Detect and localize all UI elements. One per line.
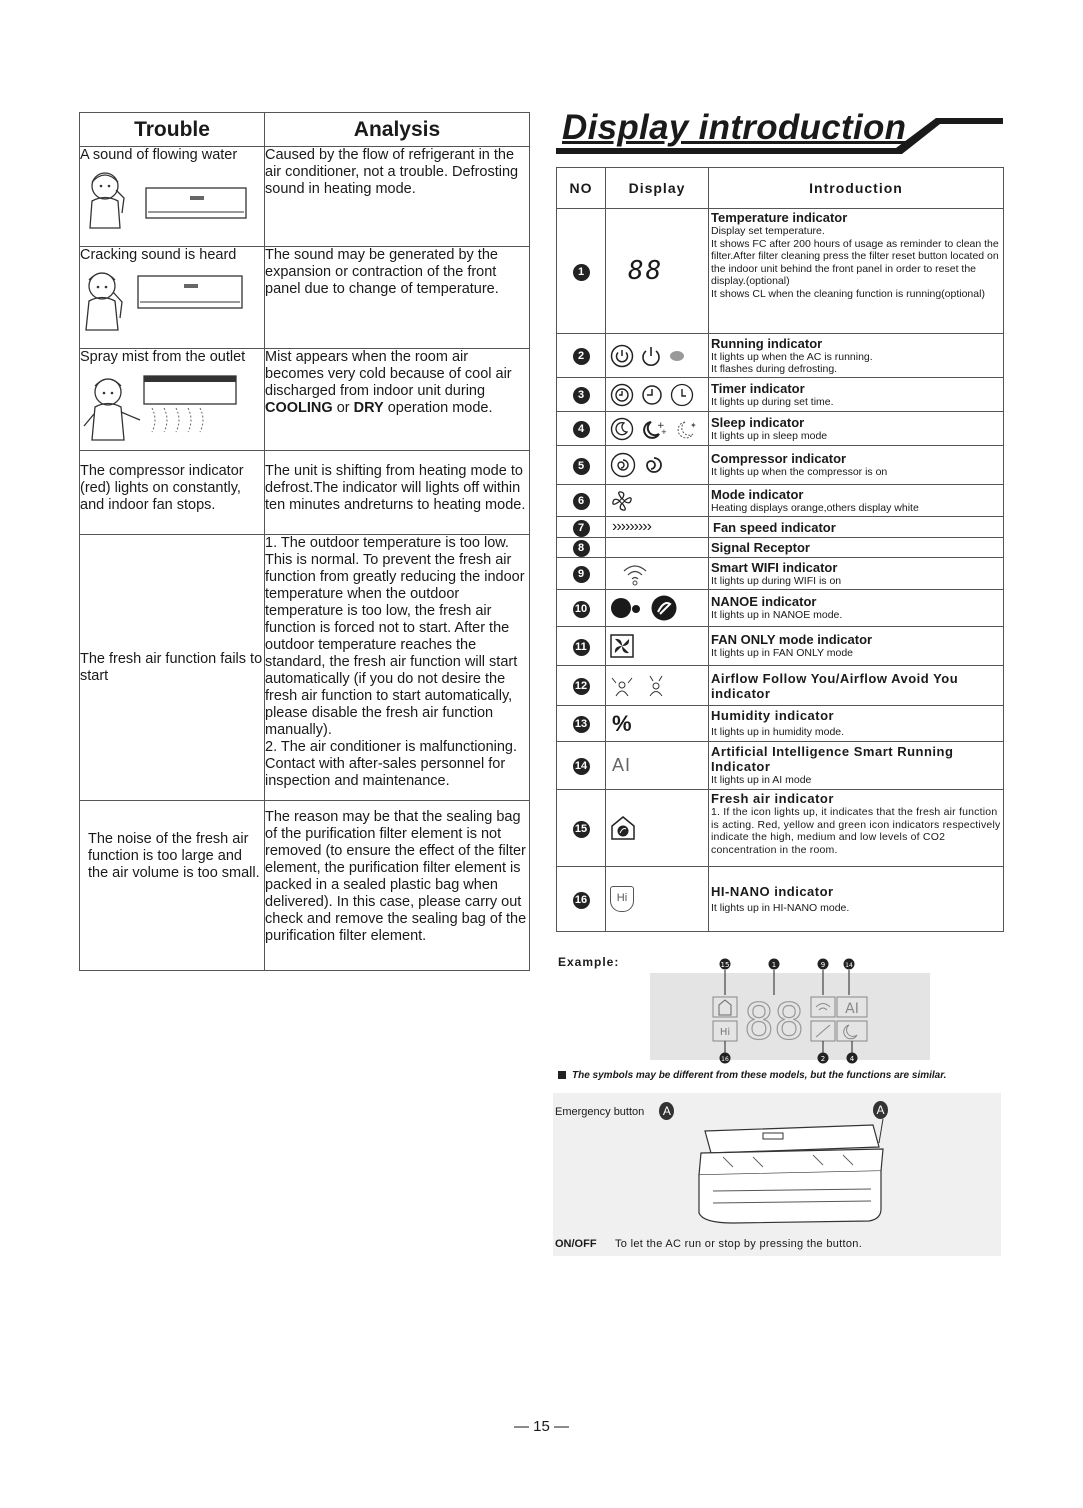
table-row [557,334,1004,378]
indoor-unit-open-panel-illustration [693,1113,893,1228]
table-row [557,790,1004,867]
row-number: 5 [573,458,590,475]
nanoe-dots-icon [610,595,644,621]
trouble-text: The compressor indicator (red) lights on constantly, and indoor fan stops. [80,451,265,535]
table-row [80,451,530,535]
table-row [557,706,1004,742]
compressor-circle-icon [610,452,636,478]
timer-icon [640,383,664,407]
indicator-title: HI-NANO indicator [711,883,834,899]
row-number: 10 [573,601,590,618]
wifi-icon [622,562,648,586]
example-label: Example: [558,955,620,969]
callout-top-15 [720,959,731,996]
power-icon [640,344,662,368]
callout-bottom-2 [818,1041,829,1064]
led-dot-icon [668,349,686,363]
onoff-description: To let the AC run or stop by pressing the button. [615,1238,863,1250]
svg-text:1: 1 [771,961,777,969]
row-number: 8 [573,540,590,557]
svg-text:AI: AI [845,1001,859,1017]
fan-speed-chevrons-icon: ››››››››› [612,518,651,535]
indicator-desc: It lights up in sleep mode [711,429,828,442]
sleep-moon-icon [640,417,668,441]
indicator-title: Running indicator [711,335,823,351]
analysis-text: operation mode. [383,400,493,416]
indicator-desc: It lights up during WIFI is on [711,574,842,587]
example-display-diagram [650,955,940,1067]
ai-icon: AI [612,755,632,775]
person-ac-illustration [80,168,250,234]
note-bullet-icon [558,1071,566,1079]
timer-circle-icon [610,383,634,407]
airflow-follow-icon [610,674,634,698]
table-row [557,627,1004,666]
hi-nano-icon: Hi [610,886,634,912]
callout-top-14 [844,959,855,996]
svg-text:2: 2 [820,1055,826,1063]
compressor-icon [642,453,666,477]
row-number: 12 [573,678,590,695]
row-number: 16 [573,892,590,909]
indicator-title: NANOE indicator [711,594,817,610]
indicator-title: Smart WIFI indicator [711,559,838,575]
sleep-icon [837,1021,867,1041]
row-number: 13 [573,716,590,733]
indicator-title: Temperature indicator [711,210,848,225]
sleep-circle-icon [610,417,634,441]
table-row [80,247,530,349]
table-row [557,742,1004,790]
page-title: Display introduction [562,108,907,147]
analysis-text: The reason may be that the sealing bag of the purification filter element is not removed (to ensure the effect of the filter element, the purification filter element is packed in a sealed plastic bag when delivered). In this case, please carry out check and remove the sealing bag of the purification filter element. [265,801,530,971]
table-row [557,378,1004,412]
table-row [557,412,1004,446]
table-row [557,517,1004,538]
temperature-digits-icon: 88 [628,256,664,286]
trouble-header-row [80,113,530,147]
svg-text:✦: ✦ [690,420,697,430]
wifi-icon [811,997,835,1017]
trouble-text: The noise of the fresh air function is too large and the air volume is too small. [80,801,265,971]
fan-only-icon [610,634,634,658]
svg-text:+: + [661,427,667,436]
display-header-row [557,168,1004,209]
trouble-text: The fresh air function fails to start [80,535,265,801]
svg-text:+: + [657,420,665,431]
svg-text:14: 14 [845,962,853,969]
indicator-desc: It lights up when the compressor is on [711,466,888,479]
sleep-stars-icon [674,417,702,441]
onoff-label: ON/OFF [555,1238,597,1250]
table-row [557,590,1004,627]
table-row [80,801,530,971]
row-number: 11 [573,639,590,656]
table-row [80,147,530,247]
display-table [556,167,1004,932]
indicator-desc: It lights up in HI-NANO mode. [711,901,850,914]
emergency-badge: A [659,1102,674,1120]
indicator-desc: It lights up in NANOE mode. [711,609,843,622]
humidity-icon: % [612,710,632,736]
table-row [557,485,1004,517]
table-row [557,867,1004,932]
row-number: 4 [573,421,590,438]
temperature-digits: 88 [743,993,805,1051]
table-row [557,209,1004,334]
indicator-title: Timer indicator [711,380,805,396]
indicator-desc: It lights up in AI mode [711,774,812,787]
table-row [557,538,1004,558]
page-number: — 15 — [513,1418,570,1435]
svg-text:Hi: Hi [719,1027,731,1038]
indicator-title: Sleep indicator [711,414,805,430]
indicator-desc: It lights up in FAN ONLY mode [711,647,854,660]
emergency-badge-diagram: A [873,1101,888,1119]
analysis-text: 1. The outdoor temperature is too low. This is normal. To prevent the fresh air function from greatly reducing the indoor temperature when the outdoor temperature is too low, the fresh air function is forced not to start. After the outdoor temperature reaches the standard, the fresh air function will start automatically (if you do not desire the fresh air function to start automatically, please disable the fresh air function manually). 2. The air conditioner is malfunctioning. Contact with after-sales personnel for inspection and maintenance. [265,535,530,801]
fresh-air-house-icon [610,815,636,841]
indicator-desc: It lights up during set time. [711,395,834,408]
dry-mode-text: DRY [353,400,384,416]
callout-bottom-16 [720,1041,731,1064]
analysis-header: Analysis [265,113,530,147]
row-number: 7 [573,520,590,537]
airflow-avoid-icon [644,674,668,698]
row-number: 9 [573,566,590,583]
analysis-text: Mist appears when the room air becomes very cold because of cool air discharged from indoor unit during [265,349,512,399]
table-row [80,349,530,451]
note-text [558,1070,946,1081]
svg-text:16: 16 [721,1056,729,1063]
row-number: 14 [573,758,590,775]
note-content: The symbols may be different from these models, but the functions are similar. [572,1070,947,1081]
table-row [557,666,1004,706]
person-ac-illustration [80,268,250,334]
indicator-title: Signal Receptor [711,540,810,555]
indicator-desc: Heating displays orange,others display white [711,501,919,514]
indicator-desc: It lights up when the AC is running. It flashes during defrosting. [711,350,873,375]
table-row [80,535,530,801]
callout-bottom-4 [847,1041,858,1064]
row-number: 15 [573,821,590,838]
fan-mode-icon [610,489,634,513]
table-row [557,446,1004,485]
indicator-title: Fresh air indicator [711,791,834,806]
analysis-text: The unit is shifting from heating mode to defrost.The indicator will lights off within ten minutes andreturns to heating mode. [265,451,530,535]
svg-text:15: 15 [720,961,730,969]
svg-text:4: 4 [849,1055,855,1063]
nanoe-circle-icon [650,594,678,622]
person-mist-illustration [80,370,250,442]
indicator-desc: 1. If the icon lights up, it indicates that the fresh air function is acting. Red, yellow and green icon indicators respectively indicate the high, medium and low levels of CO2 concentration in the room. [711,806,1001,856]
indicator-title: Compressor indicator [711,451,847,467]
analysis-text: The sound may be generated by the expansion or contraction of the front panel due to change of temperature. [265,247,530,349]
indicator-title: Mode indicator [711,486,804,502]
indicator-title: Humidity indicator [711,708,835,724]
clock-icon [670,383,694,407]
indicator-title: FAN ONLY mode indicator [711,632,873,648]
display-header: Display [606,168,709,209]
trouble-text: Cracking sound is heard [80,247,237,263]
svg-text:9: 9 [820,961,826,969]
emergency-button-label: Emergency button [555,1106,645,1118]
row-number: 3 [573,387,590,404]
trouble-header: Trouble [80,113,265,147]
row-number: 1 [573,264,590,281]
row-number: 6 [573,493,590,510]
indicator-title: Artificial Intelligence Smart Running Indicator [711,744,954,775]
callout-top-9 [818,959,829,996]
trouble-text: A sound of flowing water [80,147,238,163]
indicator-desc: Display set temperature. It shows FC after 200 hours of usage as reminder to clean the filter.After filter cleaning press the filter reset button located on the indoor unit behind the front panel in order to reset the display.(optional) It shows CL when the cleaning function is running(optional) [711,225,999,300]
callout-top-1 [769,959,780,996]
indicator-desc: It lights up in humidity mode. [711,726,845,739]
cooling-mode-text: COOLING [265,400,333,416]
indicator-title: Fan speed indicator [713,519,836,535]
emergency-button-section [553,1093,1001,1256]
trouble-text: Spray mist from the outlet [80,349,246,365]
introduction-header: Introduction [709,168,1004,209]
power-circle-icon [610,344,634,368]
table-row [557,558,1004,590]
trouble-table [79,112,530,971]
no-header: NO [557,168,606,209]
indicator-title: Airflow Follow You/Airflow Avoid You indicator [711,670,959,701]
analysis-text: Caused by the flow of refrigerant in the air conditioner, not a trouble. Defrosting sound in heating mode. [265,147,530,247]
row-number: 2 [573,348,590,365]
analysis-text: or [332,400,354,416]
